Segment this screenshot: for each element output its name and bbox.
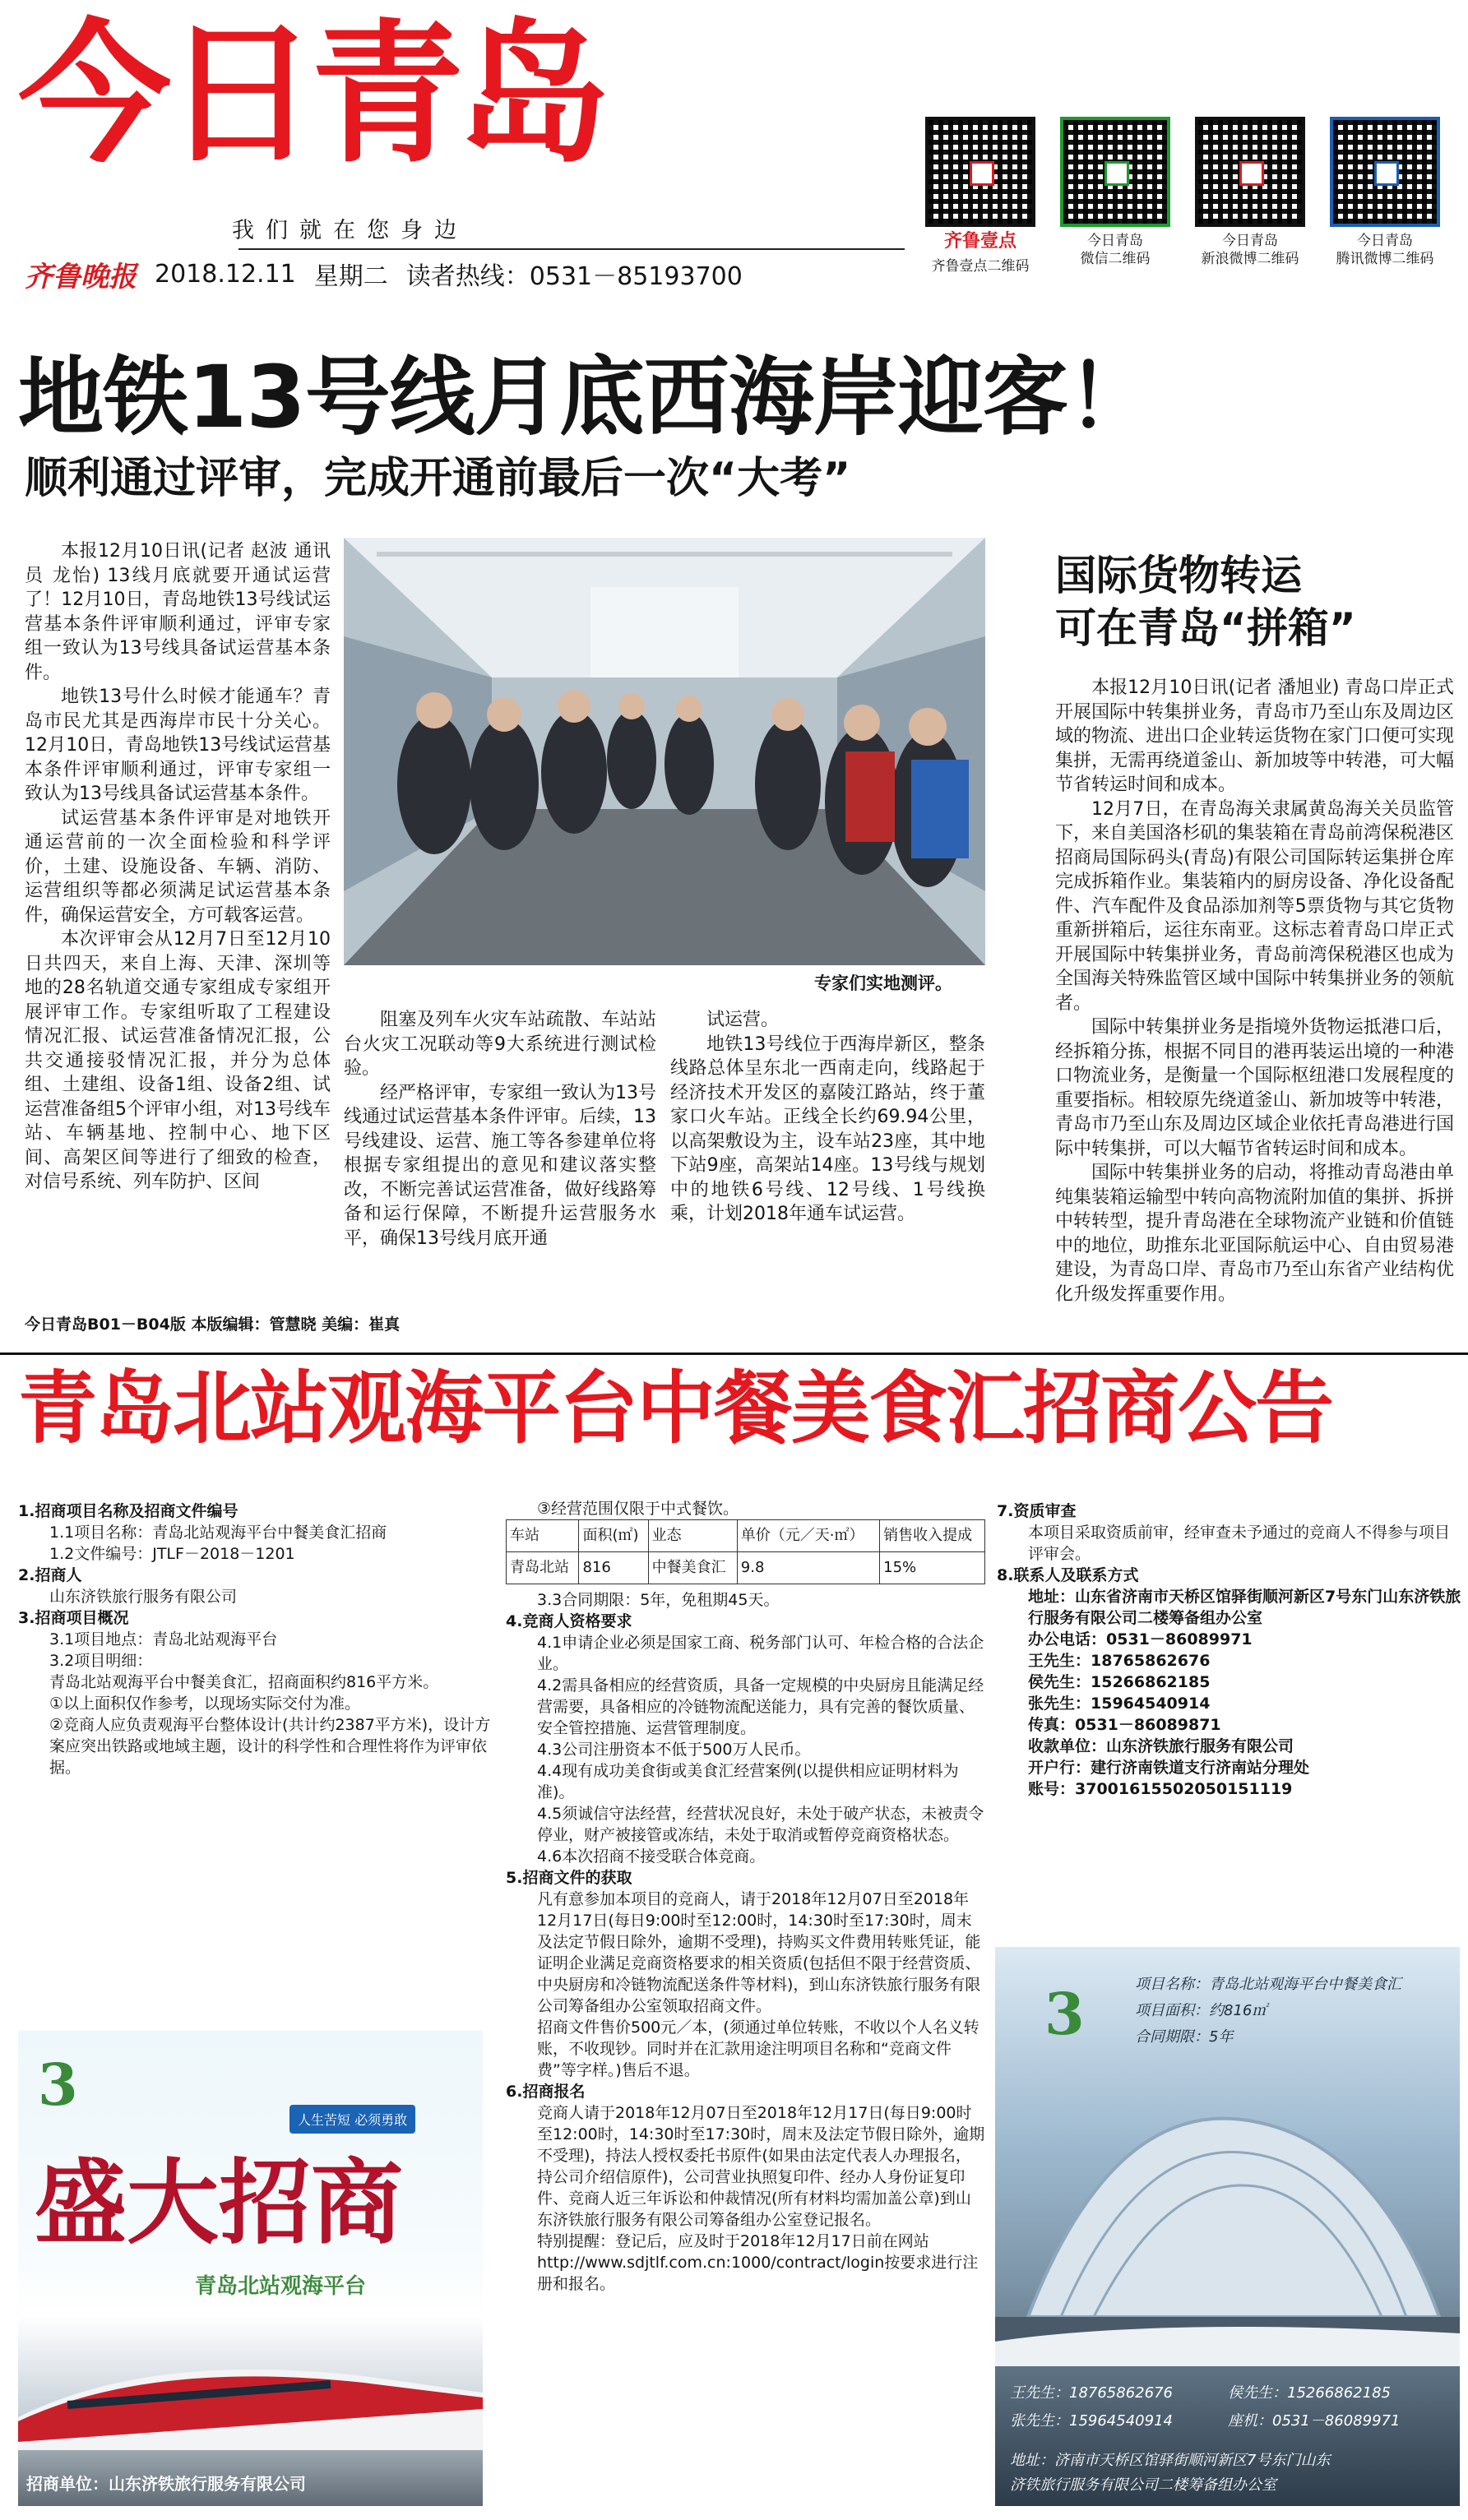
poster-logo: 3 bbox=[1044, 1980, 1085, 2048]
list-item: 办公电话：0531－86089971 bbox=[1028, 1630, 1253, 1648]
side-headline bbox=[1055, 549, 1356, 654]
issue-weekday: 星期二 bbox=[313, 262, 388, 291]
station-building-graphic bbox=[995, 2070, 1460, 2366]
masthead-rule bbox=[238, 248, 905, 250]
masthead-meta bbox=[25, 257, 905, 294]
list-item: 3.3合同期限：5年，免租期45天。 bbox=[537, 1591, 780, 1609]
masthead-slogan: 我们就在您身边 bbox=[232, 218, 468, 243]
table-cell: 销售收入提成 bbox=[880, 1520, 985, 1552]
list-item: ①以上面积仅作参考，以现场实际交付为准。 bbox=[49, 1695, 361, 1713]
qr-label: 今日青岛 微信二维码 bbox=[1080, 233, 1151, 267]
list-item: 4.4现有成功美食街或美食汇经营案例(以提供相应证明材料为准)。 bbox=[537, 1762, 959, 1801]
poster-line: 张先生：15964540914 bbox=[1010, 2412, 1173, 2430]
paragraph: 地铁13号什么时候才能通车？青岛市民尤其是西海岸市民十分关心。12月10日，青岛地铁13号线试运营基本条件评审顺利通过，评审专家组一致认为13号线具备试运营基本条件。 bbox=[25, 687, 331, 804]
poster-line: 项目面积：约816㎡ bbox=[1135, 2002, 1267, 2019]
table-cell: 单价（元／天·㎡） bbox=[737, 1520, 879, 1552]
paragraph: 经严格评审，专家组一致认为13号线通过试运营基本条件评审。后续，13号线建设、运营、施工等各参建单位将根据专家组提出的意见和建议落实整改，不断完善试运营准备，做好线路筹备和运行保障，不断提升运营服务水平，确保13号线月底开通 bbox=[344, 1082, 656, 1249]
section-heading: 5.招商文件的获取 bbox=[506, 1869, 632, 1887]
issue-date: 2018.12.11 bbox=[155, 259, 296, 289]
list-item: 特别提醒：登记后，应及时于2018年12月17日前在网站http://www.sdjtlf.com.cn:1000/contract/login按要求进行注册和报名。 bbox=[537, 2232, 979, 2293]
poster-logo: 3 bbox=[38, 2051, 78, 2119]
masthead-title: 今日青岛 bbox=[18, 5, 604, 183]
qr-label: 今日青岛 新浪微博二维码 bbox=[1201, 233, 1299, 267]
poster-project-info bbox=[1135, 1972, 1447, 2051]
paragraph: 国际中转集拼业务的启动，将推动青岛港由单纯集装箱运输型中转向高物流附加值的集拼、拆拼中转转型，提升青岛港在全球物流产业链和价值链中的地位，助推东北亚国际航运中心、自由贸易港建设，为青岛口岸、青岛市乃至山东省产业结构优化升级发挥重要作用。 bbox=[1055, 1163, 1454, 1305]
ad-column-1 bbox=[18, 1500, 491, 2027]
scope-note: ③经营范围仅限于中式餐饮。 bbox=[537, 1500, 739, 1518]
terms-table bbox=[506, 1519, 985, 1584]
poster-line: 项目名称：青岛北站观海平台中餐美食汇 bbox=[1135, 1976, 1401, 1993]
qr-code-icon bbox=[1195, 117, 1305, 227]
bullet-train-graphic bbox=[18, 2319, 483, 2458]
list-item: 4.1申请企业必须是国家工商、税务部门认可、年检合格的合法企业。 bbox=[537, 1634, 984, 1673]
list-item: 3.2项目明细： bbox=[49, 1652, 153, 1670]
poster-slogan-tag: 人生苦短 必须勇敢 bbox=[289, 2105, 415, 2134]
paragraph: 国际中转集拼业务是指境外货物运抵港口后，经拆箱分拣，根据不同目的港再装运出境的一种港口物流业务，是衡量一个国际枢纽港口发展程度的重要指标。相较原先绕道釜山、新加坡等中转港，青岛市乃至山东及周边区域企业依托青岛港进行国际中转集拼，可以大幅节省转运时间和成本。 bbox=[1055, 1017, 1454, 1159]
table-row bbox=[507, 1552, 985, 1584]
poster-address-2: 济铁旅行服务有限公司二楼筹备组办公室 bbox=[1010, 2476, 1276, 2494]
paragraph: 地铁13号线位于西海岸新区，整条线路总体呈东北一西南走向，线路起于经济技术开发区的嘉陵江路站，终于董家口火车站。正线全长约69.94公里，以高架敷设为主，设车站23座，其中地下站9座，高架站14座。13号线与规划中的地铁6号线、12号线、1号线换乘，计划2018年通车试运营。 bbox=[670, 1033, 985, 1224]
list-item: 4.3公司注册资本不低于500万人民币。 bbox=[537, 1741, 811, 1759]
table-cell: 中餐美食汇 bbox=[648, 1552, 737, 1584]
photo-caption: 专家们实地测评。 bbox=[814, 973, 952, 993]
table-cell: 业态 bbox=[648, 1520, 737, 1552]
qr-brand: 齐鲁壹点 bbox=[943, 231, 1016, 252]
qr-qilu[interactable] bbox=[919, 117, 1041, 275]
poster-big-title: 盛大招商 bbox=[35, 2149, 403, 2257]
list-item: 开户行：建行济南铁道支行济南站分理处 bbox=[1028, 1759, 1310, 1777]
side-headline-line1: 国际货物转运 bbox=[1055, 552, 1302, 599]
page-credit: 今日青岛B01－B04版 本版编辑：管慧晓 美编：崔真 bbox=[25, 1315, 401, 1334]
terms-table-header bbox=[507, 1520, 985, 1552]
qr-code-icon bbox=[1330, 117, 1440, 227]
side-article-body bbox=[1055, 676, 1454, 1342]
section-heading: 6.招商报名 bbox=[506, 2083, 586, 2101]
list-item: 收款单位：山东济铁旅行服务有限公司 bbox=[1028, 1737, 1294, 1755]
poster-line: 合同期限：5年 bbox=[1135, 2028, 1234, 2046]
list-item: 青岛北站观海平台中餐美食汇，招商面积约816平方米。 bbox=[49, 1673, 439, 1691]
qr-code-icon bbox=[1060, 117, 1170, 227]
article-column-2 bbox=[344, 1008, 656, 1265]
section-heading: 3.招商项目概况 bbox=[18, 1609, 129, 1627]
poster-line: 座机：0531－86089971 bbox=[1228, 2412, 1401, 2430]
ad-column-3 bbox=[997, 1500, 1461, 1944]
list-item: 山东济铁旅行服务有限公司 bbox=[49, 1588, 238, 1606]
subway-car-photo bbox=[344, 538, 985, 965]
qr-tencent-weibo[interactable] bbox=[1324, 117, 1446, 275]
paragraph: 12月7日，在青岛海关隶属黄岛海关关员监管下，来自美国洛杉矶的集装箱在青岛前湾保税港区招商局国际码头(青岛)有限公司国际转运集拼仓库完成拆箱作业。集装箱内的厨房设备、净化设备配件、汽车配件及食品添加剂等5票货物与其它货物重新拼箱后，运往东南亚。这标志着青岛口岸正式开展国际中转集拼业务，青岛前湾保税港区也成为全国海关特殊监管区域中国际中转集拼业务的领航者。 bbox=[1055, 798, 1454, 1014]
poster-subtitle: 青岛北站观海平台 bbox=[195, 2274, 367, 2299]
paragraph: 试运营。 bbox=[706, 1010, 780, 1030]
qr-code-icon bbox=[925, 117, 1035, 227]
section-heading: 8.联系人及联系方式 bbox=[997, 1566, 1139, 1584]
list-item: 侯先生：15266862185 bbox=[1028, 1673, 1211, 1691]
list-item: 本项目采取资质前审，经审查未予通过的竞商人不得参与项目评审会。 bbox=[1028, 1524, 1451, 1563]
paragraph: 阻塞及列车火灾车站疏散、车站站台火灾工况联动等9大系统进行测试检验。 bbox=[344, 1010, 656, 1079]
qr-label: 今日青岛 腾讯微博二维码 bbox=[1336, 233, 1434, 267]
ad-title: 青岛北站观海平台中餐美食汇招商公告 bbox=[18, 1362, 1332, 1454]
section-heading: 2.招商人 bbox=[18, 1566, 82, 1584]
side-headline-line2: 可在青岛“拼箱” bbox=[1055, 604, 1356, 652]
poster-right bbox=[995, 1947, 1460, 2506]
section-heading: 4.竞商人资格要求 bbox=[506, 1612, 632, 1630]
list-item: 3.1项目地点：青岛北站观海平台 bbox=[49, 1630, 278, 1648]
list-item: 4.5须诚信守法经营，经营状况良好，未处于破产状态，未被责令停业，财产被接管或冻结，未处于取消或暂停竞商资格状态。 bbox=[537, 1805, 984, 1844]
reader-hotline: 读者热线：0531－85193700 bbox=[405, 262, 743, 291]
article-photo bbox=[344, 538, 985, 965]
qr-wechat[interactable] bbox=[1054, 117, 1176, 275]
qr-sina-weibo[interactable] bbox=[1189, 117, 1311, 275]
paragraph: 本次评审会从12月7日至12月10日共四天，来自上海、天津、深圳等地的28名轨道交通专家组成专家组开展评审工作。专家组听取了工程建设情况汇报、试运营准备情况汇报，公共交通接驳情况汇报，并分为总体组、土建组、设备1组、设备2组、试运营准备组5个评审小组，对13号线车站、车辆基地、控制中心、地下区间、高架区间等进行了细致的检查，对信号系统、列车防护、区间 bbox=[25, 929, 331, 1192]
list-item: 地址：山东省济南市天桥区馆驿街顺河新区7号东门山东济铁旅行服务有限公司二楼筹备组办公室 bbox=[1028, 1588, 1461, 1627]
paragraph: 试运营基本条件评审是对地铁开通运营前的一次全面检验和科学评价，土建、设施设备、车辆、消防、运营组织等都必须满足试运营基本条件，确保运营安全，方可载客运营。 bbox=[25, 807, 331, 926]
poster-line: 侯先生：15266862185 bbox=[1228, 2384, 1391, 2402]
list-item: 1.1项目名称：青岛北站观海平台中餐美食汇招商 bbox=[49, 1524, 387, 1542]
list-item: 招商文件售价500元／本，(须通过单位转账，不收以个人名义转账，不收现钞。同时并在汇款用途注明项目名称和“竞商文件费”等字样。)售后不退。 bbox=[537, 2018, 979, 2079]
table-cell: 15% bbox=[880, 1552, 985, 1584]
section-heading: 7.资质审查 bbox=[997, 1502, 1077, 1520]
table-cell: 青岛北站 bbox=[507, 1552, 579, 1584]
list-item: 传真：0531－86089871 bbox=[1028, 1716, 1221, 1734]
section-divider bbox=[0, 1352, 1468, 1355]
paragraph: 本报12月10日讯(记者 潘旭业) 青岛口岸正式开展国际中转集拼业务，青岛市乃至山东及周边区域的物流、进出口企业转运货物在家门口便可实现集拼，无需再绕道釜山、新加坡等中转港，可大幅节省转运时间和成本。 bbox=[1055, 677, 1454, 795]
poster-contacts bbox=[1010, 2381, 1446, 2430]
list-item: 张先生：15964540914 bbox=[1028, 1695, 1211, 1713]
poster-line: 王先生：18765862676 bbox=[1010, 2384, 1173, 2402]
list-item: 王先生：18765862676 bbox=[1028, 1652, 1211, 1670]
list-item: 账号：37001615502050151119 bbox=[1028, 1780, 1293, 1798]
poster-address-1: 地址：济南市天桥区馆驿街顺河新区7号东门山东 bbox=[1010, 2452, 1331, 2469]
ad-column-2 bbox=[506, 1498, 985, 2509]
article-column-1 bbox=[25, 539, 331, 1263]
table-cell: 车站 bbox=[507, 1520, 579, 1552]
article-column-3 bbox=[670, 1008, 985, 1265]
list-item: 凡有意参加本项目的竞商人，请于2018年12月07日至2018年12月17日(每日9:00时至12:00时，14:30时至17:30时，周末及法定节假日除外，逾期不受理)，持购买文件费用转账凭证，能证明企业满足竞商资格要求的相关资质(包括但不限于经营资质、中央厨房和冷链物流配送条件等材料)，到山东济铁旅行服务有限公司筹备组办公室领取招商文件。 bbox=[537, 1890, 981, 2015]
list-item: 4.2需具备相应的经营资质，具备一定规模的中央厨房且能满足经营需要，具备相应的冷链物流配送能力，具有完善的餐饮质量、安全管控措施、运营管理制度。 bbox=[537, 1676, 984, 1737]
subheadline: 顺利通过评审，完成开通前最后一次“大考” bbox=[25, 454, 851, 503]
qr-code-row bbox=[919, 117, 1446, 275]
ad-column-2-list bbox=[506, 1589, 985, 2295]
table-cell: 面积(㎡) bbox=[579, 1520, 648, 1552]
qr-label: 齐鲁壹点二维码 bbox=[931, 258, 1030, 275]
headline: 地铁13号线月底西海岸迎客！ bbox=[18, 347, 1152, 447]
poster-unit: 招商单位：山东济铁旅行服务有限公司 bbox=[26, 2474, 306, 2494]
list-item: 竞商人请于2018年12月07日至2018年12月17日(每日9:00时至12:00时，14:30时至17:30时，周末及法定节假日除外，逾期不受理)，持法人授权委托书原件(如果由法定代表人办理报名，持公司介绍信原件)，公司营业执照复印件、经办人身份证复印件、竞商人近三年诉讼和仲裁情况(所有材料均需加盖公章)到山东济铁旅行服务有限公司筹备组办公室登记报名。 bbox=[537, 2104, 985, 2229]
section-heading: 1.招商项目名称及招商文件编号 bbox=[18, 1502, 238, 1520]
paper-name: 齐鲁晚报 bbox=[25, 260, 137, 294]
list-item: 1.2文件编号：JTLF－2018－1201 bbox=[49, 1545, 295, 1563]
list-item: 4.6本次招商不接受联合体竞商。 bbox=[537, 1847, 766, 1866]
poster-left bbox=[18, 2031, 483, 2506]
table-cell: 9.8 bbox=[737, 1552, 879, 1584]
list-item: ②竞商人应负责观海平台整体设计(共计约2387平方米)，设计方案应突出铁路或地域主题，设计的科学性和合理性将作为评审依据。 bbox=[49, 1716, 491, 1777]
table-cell: 816 bbox=[579, 1552, 648, 1584]
paragraph: 本报12月10日讯(记者 赵波 通讯员 龙怡) 13线月底就要开通试运营了！12月10日，青岛地铁13号线试运营基本条件评审顺利通过，评审专家组一致认为13号线具备试运营基本条件。 bbox=[25, 541, 331, 683]
